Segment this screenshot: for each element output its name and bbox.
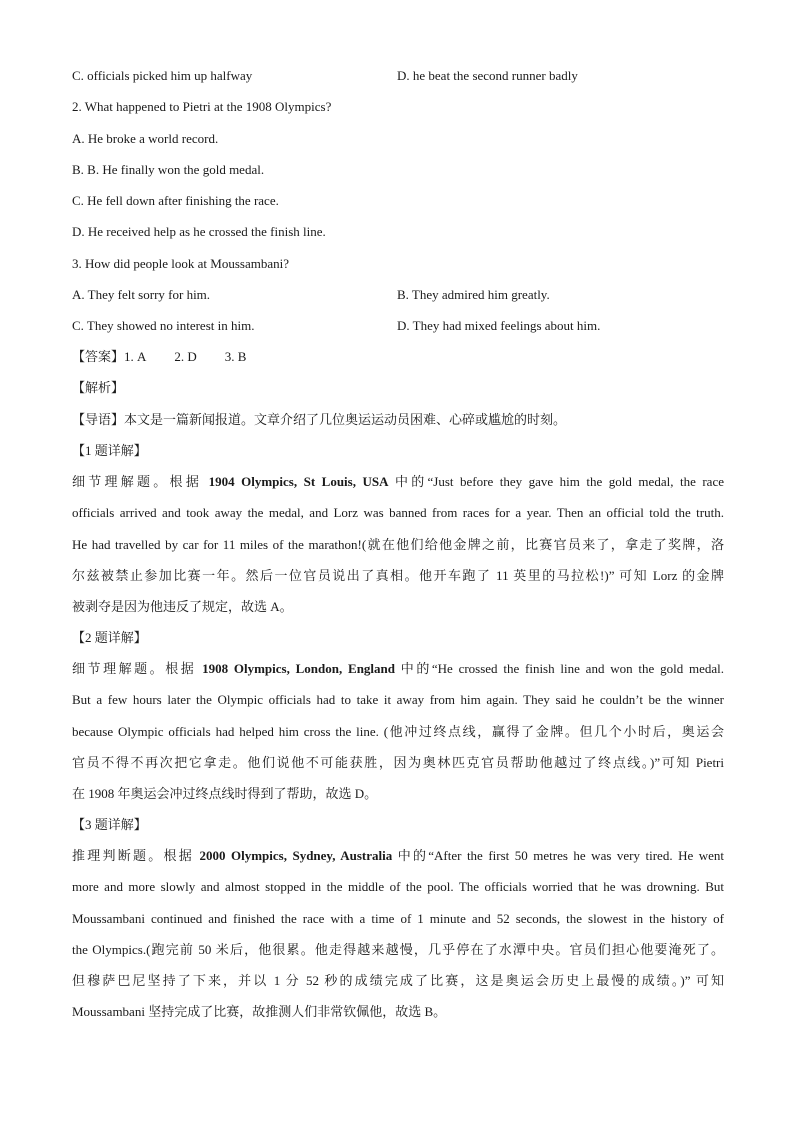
detail-3-line-2: more and more slowly and almost stopped in the middle of the pool. The officials worried that he was drowning. But — [72, 879, 724, 894]
detail-2-line-3: because Olympic officials had helped him cross the line. (他冲过终点线，赢得了金牌。但几个小时后，奥运会 — [72, 724, 724, 739]
detail-2-line-5: 在 1908 年奥运会冲过终点线时得到了帮助，故选 D。 — [72, 786, 378, 801]
detail-3-line-6: Moussambani 坚持完成了比赛，故推测人们非常钦佩他，故选 B。 — [72, 1004, 447, 1019]
detail-1-line-1 — [72, 473, 724, 491]
detail-2-line-1 — [72, 660, 724, 678]
detail-3-line-4: the Olympics.(跑完前 50 米后，他很累。他走得越来越慢，几乎停在了水潭中央。官员们担心他要淹死了。 — [72, 942, 724, 957]
q3-option-c: C. They showed no interest in him. — [72, 318, 255, 333]
detail-text: 中的“He crossed the finish line and won the gold medal. — [395, 661, 724, 676]
detail-text: 推理判断题。根据 — [72, 848, 200, 863]
q3-option-b: B. They admired him greatly. — [397, 287, 550, 302]
detail-1-line-4: 尔兹被禁止参加比赛一年。然后一位官员说出了真相。他开车跑了 11 英里的马拉松!)” 可知 Lorz 的金牌 — [72, 568, 724, 583]
intro-text: 本文是一篇新闻报道。文章介绍了几位奥运运动员困难、心碎或尴尬的时刻。 — [124, 412, 567, 427]
answer-item: 2. D — [174, 349, 197, 364]
q3-option-a: A. They felt sorry for him. — [72, 287, 211, 302]
detail-text: 中的“Just before they gave him the gold medal, the race — [388, 474, 724, 489]
answer-item: 3. B — [224, 349, 247, 364]
answer-item: 1. A — [124, 349, 147, 364]
q2-option-c: C. He fell down after finishing the race. — [72, 193, 279, 208]
q3-option-d: D. They had mixed feelings about him. — [397, 318, 601, 333]
detail-2-heading: 【2 题详解】 — [72, 630, 147, 645]
q3-stem: 3. How did people look at Moussambani? — [72, 256, 289, 271]
intro-line — [72, 411, 724, 429]
q2-option-b: B. B. He finally won the gold medal. — [72, 162, 265, 177]
detail-text: 细节理解题。根据 — [72, 661, 203, 676]
detail-1-line-5: 被剥夺是因为他违反了规定，故选 A。 — [72, 599, 293, 614]
q2-option-a: A. He broke a world record. — [72, 131, 219, 146]
detail-1-line-3: He had travelled by car for 11 miles of the marathon!(就在他们给他金牌之前，比赛官员来了，拿走了奖牌，洛 — [72, 537, 724, 552]
detail-1-line-2: officials arrived and took away the medal, and Lorz was banned from races for a year. Then an official told the truth. — [72, 505, 724, 520]
detail-2-line-2: But a few hours later the Olympic officials had to take it away from him again. They said he couldn’t be the winner — [72, 692, 724, 707]
intro-label: 【导语】 — [72, 412, 125, 427]
answer-label: 【答案】 — [72, 349, 125, 364]
analysis-label: 【解析】 — [72, 380, 125, 395]
q1-option-c: C. officials picked him up halfway — [72, 68, 253, 83]
q1-option-d: D. he beat the second runner badly — [397, 68, 578, 83]
answer-line — [72, 348, 724, 366]
detail-section-ref: 2000 Olympics, Sydney, Australia — [199, 848, 393, 863]
detail-1-heading: 【1 题详解】 — [72, 443, 147, 458]
detail-3-line-1 — [72, 847, 724, 865]
detail-text: 细节理解题。根据 — [72, 474, 209, 489]
q2-stem: 2. What happened to Pietri at the 1908 Olympics? — [72, 99, 332, 114]
detail-text: 中的“After the first 50 metres he was very tired. He went — [392, 848, 724, 863]
detail-section-ref: 1908 Olympics, London, England — [202, 661, 395, 676]
detail-3-heading: 【3 题详解】 — [72, 817, 147, 832]
q2-option-d: D. He received help as he crossed the finish line. — [72, 224, 326, 239]
detail-3-line-5: 但穆萨巴尼坚持了下来，并以 1 分 52 秒的成绩完成了比赛，这是奥运会历史上最慢的成绩。)” 可知 — [72, 973, 724, 988]
detail-2-line-4: 官员不得不再次把它拿走。他们说他不可能获胜，因为奥林匹克官员帮助他越过了终点线。)”可知 Pietri — [72, 755, 724, 770]
detail-3-line-3: Moussambani continued and finished the race with a time of 1 minute and 52 seconds, the slowest in the history of — [72, 911, 724, 926]
detail-section-ref: 1904 Olympics, St Louis, USA — [208, 474, 389, 489]
